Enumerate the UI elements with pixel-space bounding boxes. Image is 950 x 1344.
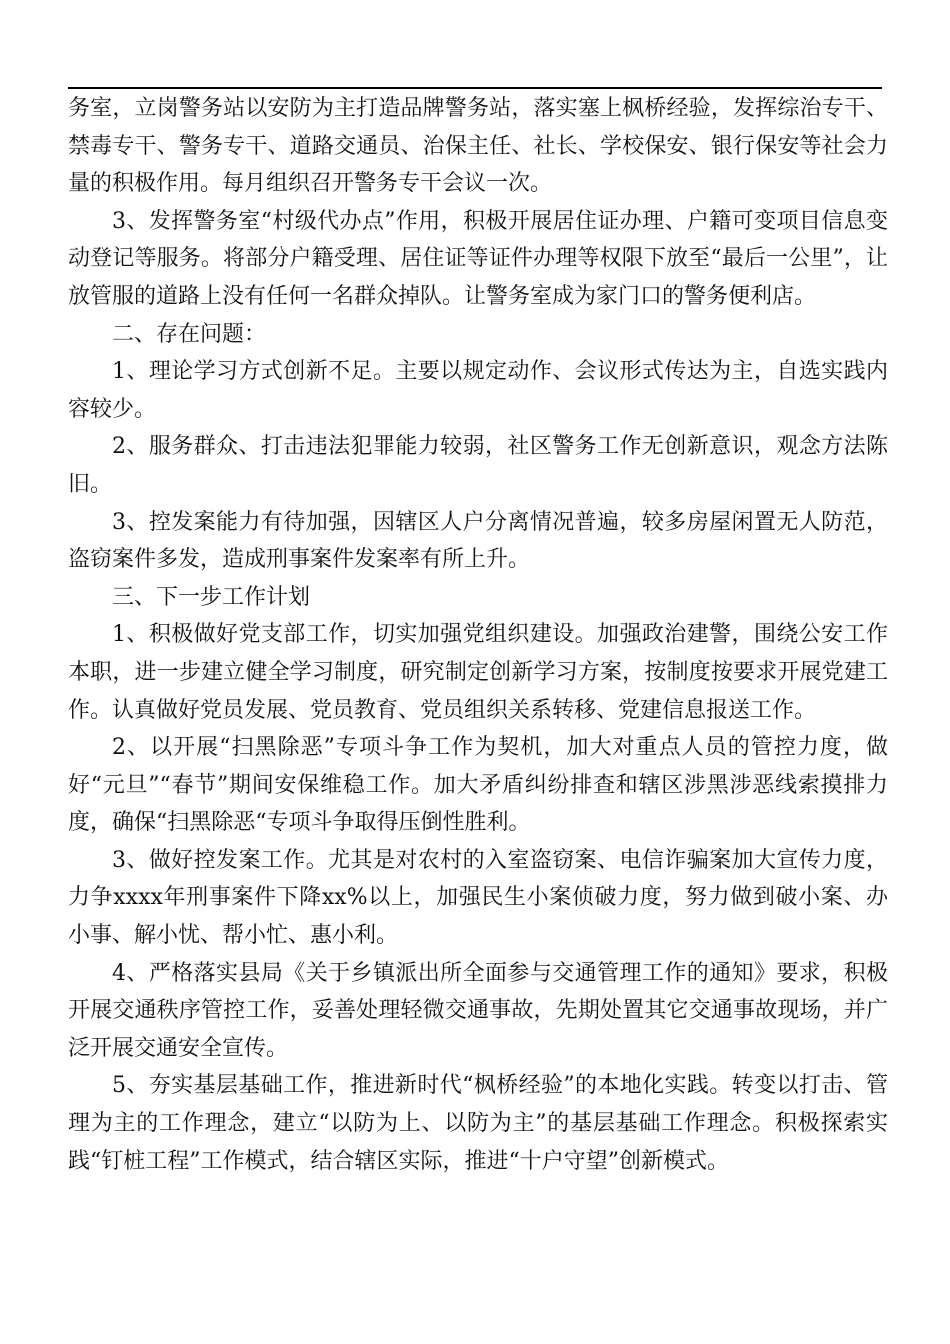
header-rule [68,87,882,89]
section-heading-problems: 二、存在问题： [112,321,267,347]
paragraph-problem-1: 1、理论学习方式创新不足。主要以规定动作、会议形式传达为主，自选实践内容较少。 [68,359,888,422]
paragraph-continuation: 务室，立岗警务站以安防为主打造品牌警务站，落实塞上枫桥经验，发挥综治专干、禁毒专干、警务专干、道路交通员、治保主任、社长、学校保安、银行保安等社会力量的积极作用。每月组织召开警务专干会议一次。 [68,96,888,197]
paragraph-plan-2: 2、以开展“扫黑除恶”专项斗争工作为契机，加大对重点人员的管控力度，做好“元旦”“春节”期间安保维稳工作。加大矛盾纠纷排查和辖区涉黑涉恶线索摸排力度，确保“扫黑除恶“专项斗争取得压倒性胜利。 [68,735,888,836]
paragraph-plan-4: 4、严格落实县局《关于乡镇派出所全面参与交通管理工作的通知》要求，积极开展交通秩序管控工作，妥善处理轻微交通事故，先期处置其它交通事故现场，并广泛开展交通安全宣传。 [68,960,888,1061]
section-heading-next-plan: 三、下一步工作计划 [112,584,311,610]
paragraph-problem-2: 2、服务群众、打击违法犯罪能力较弱，社区警务工作无创新意识，观念方法陈旧。 [68,434,888,497]
paragraph-plan-3: 3、做好控发案工作。尤其是对农村的入室盗窃案、电信诈骗案加大宣传力度，力争xxxx年刑事案件下降xx%以上，加强民生小案侦破力度，努力做到破小案、办小事、解小忧、帮小忙、惠小利。 [68,847,888,949]
paragraph-item-3-service-point: 3、发挥警务室“村级代办点”作用，积极开展居住证办理、户籍可变项目信息变动登记等服务。将部分户籍受理、居住证等证件办理等权限下放至“最后一公里”，让放管服的道路上没有任何一名群众掉队。让警务室成为家门口的警务便利店。 [68,208,888,309]
paragraph-plan-1: 1、积极做好党支部工作，切实加强党组织建设。加强政治建警，围绕公安工作本职，进一步建立健全学习制度，研究制定创新学习方案，按制度按要求开展党建工作。认真做好党员发展、党员教育、党员组织关系转移、党建信息报送工作。 [68,622,888,723]
paragraph-problem-3: 3、控发案能力有待加强，因辖区人户分离情况普遍，较多房屋闲置无人防范，盗窃案件多发，造成刑事案件发案率有所上升。 [68,509,888,573]
paragraph-plan-5: 5、夯实基层基础工作，推进新时代“枫桥经验”的本地化实践。转变以打击、管理为主的工作理念，建立“以防为上、以防为主”的基层基础工作理念。积极探索实践“钉桩工程”工作模式，结合辖区实际，推进“十户守望”创新模式。 [68,1073,888,1174]
document-body [68,90,888,1180]
